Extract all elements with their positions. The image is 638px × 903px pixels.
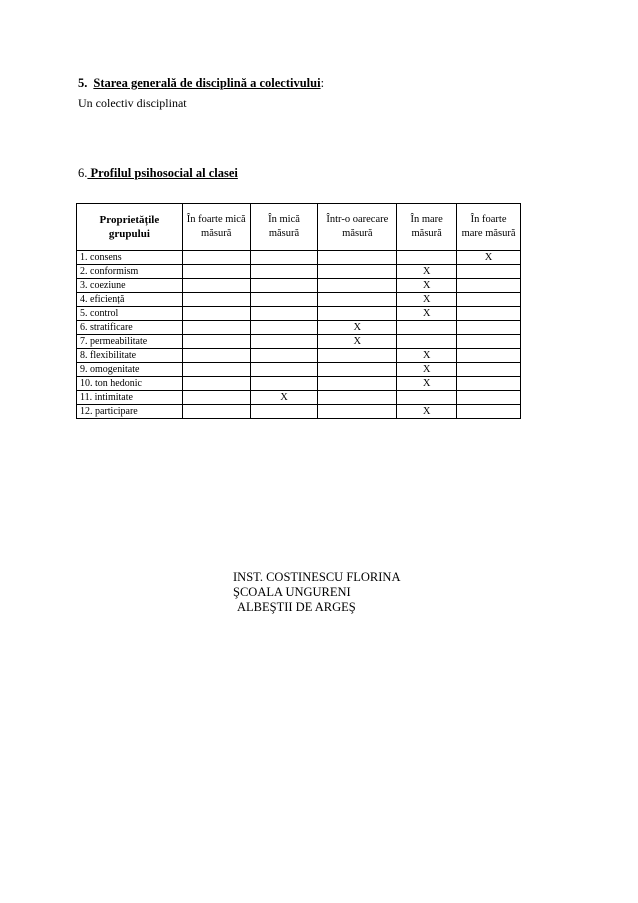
table-header-row — [77, 204, 521, 251]
table-row — [77, 251, 521, 265]
signature-block — [233, 570, 401, 615]
row-mark-cell: X — [318, 321, 397, 335]
section-5-number: 5. — [78, 76, 88, 90]
row-mark-cell — [318, 293, 397, 307]
row-mark-cell — [250, 251, 318, 265]
row-mark-cell — [397, 391, 457, 405]
row-mark-cell — [457, 335, 521, 349]
row-mark-cell: X — [397, 265, 457, 279]
row-mark-cell — [250, 335, 318, 349]
row-property-label: 5. control — [77, 307, 183, 321]
row-mark-cell — [318, 391, 397, 405]
table-row — [77, 279, 521, 293]
row-mark-cell — [182, 391, 250, 405]
row-mark-cell — [318, 307, 397, 321]
row-property-label: 10. ton hedonic — [77, 377, 183, 391]
section-6-heading — [78, 166, 238, 181]
row-mark-cell — [182, 349, 250, 363]
table-row — [77, 349, 521, 363]
header-very-small-extent: În foarte mică măsură — [182, 204, 250, 251]
header-some-extent: Într-o oarecare măsură — [318, 204, 397, 251]
row-mark-cell — [318, 279, 397, 293]
row-mark-cell: X — [397, 279, 457, 293]
row-mark-cell — [250, 321, 318, 335]
section-5-colon: : — [320, 76, 325, 90]
table-row — [77, 293, 521, 307]
row-mark-cell — [182, 321, 250, 335]
row-mark-cell — [397, 335, 457, 349]
row-property-label: 1. consens — [77, 251, 183, 265]
table-row — [77, 363, 521, 377]
row-mark-cell — [457, 391, 521, 405]
header-large-extent: În mare măsură — [397, 204, 457, 251]
row-mark-cell — [250, 265, 318, 279]
section-5-heading — [78, 76, 324, 91]
row-property-label: 11. intimitate — [77, 391, 183, 405]
row-mark-cell — [250, 293, 318, 307]
row-property-label: 8. flexibilitate — [77, 349, 183, 363]
row-property-label: 6. stratificare — [77, 321, 183, 335]
row-mark-cell — [318, 363, 397, 377]
row-property-label: 4. eficiență — [77, 293, 183, 307]
row-mark-cell — [457, 265, 521, 279]
row-mark-cell — [457, 307, 521, 321]
row-mark-cell — [457, 321, 521, 335]
row-mark-cell — [318, 405, 397, 419]
row-mark-cell — [457, 405, 521, 419]
table-row — [77, 265, 521, 279]
row-mark-cell: X — [250, 391, 318, 405]
row-mark-cell — [318, 251, 397, 265]
row-property-label: 12. participare — [77, 405, 183, 419]
row-mark-cell — [457, 293, 521, 307]
row-mark-cell — [250, 363, 318, 377]
row-mark-cell — [250, 377, 318, 391]
section-6-title: Profilul psihosocial al clasei — [87, 166, 238, 180]
row-mark-cell — [318, 377, 397, 391]
row-mark-cell — [318, 265, 397, 279]
row-mark-cell: X — [397, 293, 457, 307]
row-mark-cell — [457, 349, 521, 363]
section-6-number: 6. — [78, 166, 88, 180]
row-mark-cell — [182, 405, 250, 419]
row-mark-cell: X — [397, 405, 457, 419]
row-mark-cell — [457, 279, 521, 293]
row-mark-cell: X — [457, 251, 521, 265]
row-mark-cell — [182, 293, 250, 307]
table-row — [77, 307, 521, 321]
table-body — [77, 251, 521, 419]
row-mark-cell — [182, 251, 250, 265]
row-mark-cell: X — [397, 349, 457, 363]
row-mark-cell — [250, 405, 318, 419]
table-row — [77, 335, 521, 349]
header-small-extent: În mică măsură — [250, 204, 318, 251]
row-mark-cell: X — [318, 335, 397, 349]
row-property-label: 2. conformism — [77, 265, 183, 279]
row-mark-cell — [250, 279, 318, 293]
section-5-title: Starea generală de disciplină a colectivului — [93, 76, 321, 90]
row-mark-cell — [182, 265, 250, 279]
row-property-label: 7. permeabilitate — [77, 335, 183, 349]
signature-location: ALBEŞTII DE ARGEŞ — [237, 600, 356, 614]
header-properties: Proprietățile grupului — [77, 204, 183, 251]
row-property-label: 3. coeziune — [77, 279, 183, 293]
row-mark-cell — [182, 307, 250, 321]
row-mark-cell — [250, 307, 318, 321]
signature-school: ŞCOALA UNGURENI — [233, 585, 351, 599]
signature-teacher: INST. COSTINESCU FLORINA — [233, 570, 401, 584]
row-mark-cell — [250, 349, 318, 363]
row-mark-cell — [182, 279, 250, 293]
row-mark-cell — [397, 321, 457, 335]
row-mark-cell — [457, 363, 521, 377]
row-mark-cell — [397, 251, 457, 265]
row-mark-cell — [457, 377, 521, 391]
header-very-large-extent: În foarte mare măsură — [457, 204, 521, 251]
table-row — [77, 321, 521, 335]
row-mark-cell — [318, 349, 397, 363]
row-mark-cell — [182, 335, 250, 349]
row-property-label: 9. omogenitate — [77, 363, 183, 377]
section-5-body: Un colectiv disciplinat — [78, 96, 187, 110]
psychosocial-profile-table — [76, 203, 521, 419]
table-row — [77, 405, 521, 419]
table-row — [77, 377, 521, 391]
row-mark-cell: X — [397, 377, 457, 391]
row-mark-cell — [182, 377, 250, 391]
row-mark-cell — [182, 363, 250, 377]
table-row — [77, 391, 521, 405]
row-mark-cell: X — [397, 363, 457, 377]
row-mark-cell: X — [397, 307, 457, 321]
